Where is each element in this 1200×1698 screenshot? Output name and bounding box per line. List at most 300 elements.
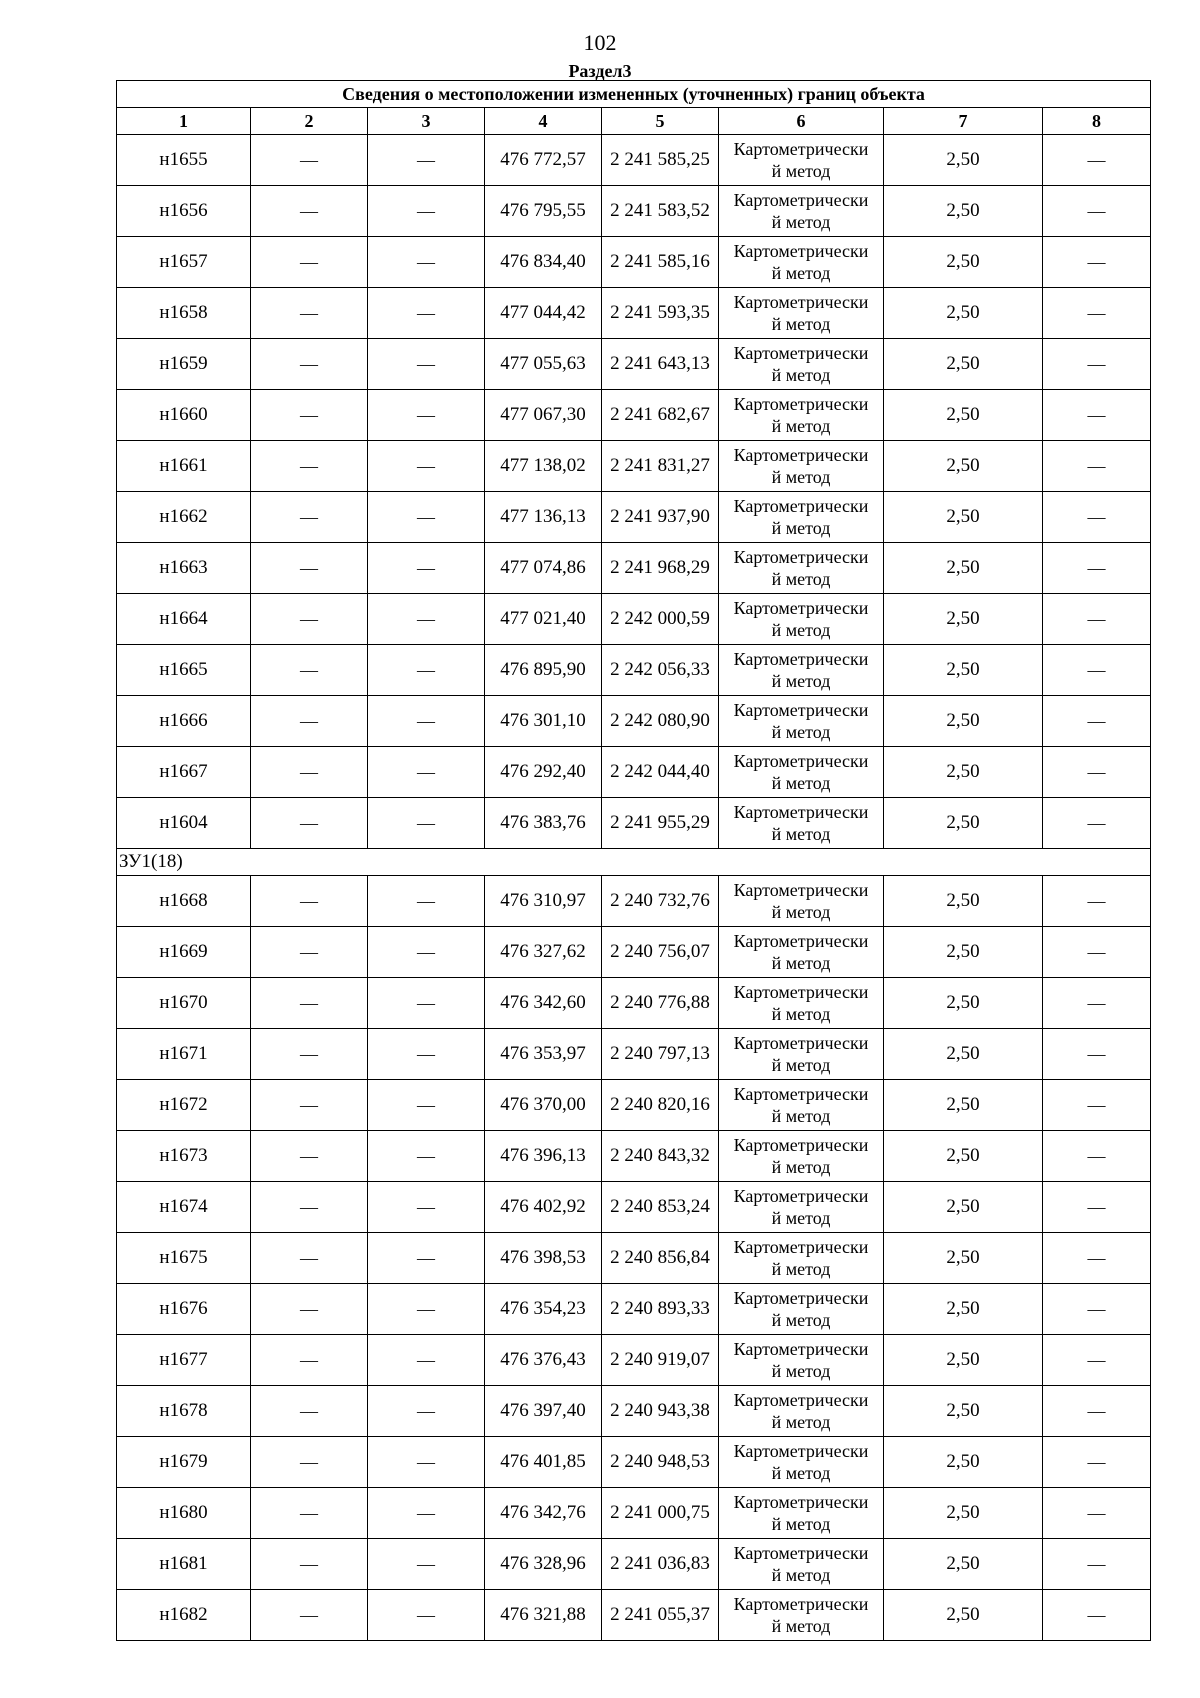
method-cell (719, 876, 884, 927)
point-id: н1682 (117, 1590, 251, 1641)
accuracy-cell: 2,50 (884, 1437, 1043, 1488)
dash-cell: — (251, 1539, 368, 1590)
dash-cell: — (251, 927, 368, 978)
method-line-2: й метод (771, 161, 831, 181)
y-coordinate: 2 241 682,67 (602, 390, 719, 441)
x-coordinate: 476 342,60 (485, 978, 602, 1029)
dash-cell: — (251, 288, 368, 339)
dash-cell: — (1043, 237, 1151, 288)
method-line-2: й метод (771, 263, 831, 283)
dash-cell: — (368, 927, 485, 978)
dash-cell: — (251, 441, 368, 492)
x-coordinate: 476 795,55 (485, 186, 602, 237)
method-line-2: й метод (771, 1565, 831, 1585)
accuracy-cell: 2,50 (884, 1335, 1043, 1386)
method-cell (719, 927, 884, 978)
method-line-2: й метод (771, 212, 831, 232)
accuracy-cell: 2,50 (884, 1029, 1043, 1080)
dash-cell: — (251, 1284, 368, 1335)
group-row (117, 849, 1151, 876)
method-cell (719, 492, 884, 543)
x-coordinate: 476 772,57 (485, 135, 602, 186)
dash-cell: — (368, 237, 485, 288)
dash-cell: — (1043, 1182, 1151, 1233)
dash-cell: — (368, 747, 485, 798)
method-cell (719, 339, 884, 390)
x-coordinate: 476 301,10 (485, 696, 602, 747)
x-coordinate: 476 834,40 (485, 237, 602, 288)
dash-cell: — (368, 186, 485, 237)
table-header-row (117, 108, 1151, 135)
method-line-2: й метод (771, 722, 831, 742)
method-cell (719, 747, 884, 798)
dash-cell: — (368, 288, 485, 339)
dash-cell: — (368, 978, 485, 1029)
dash-cell: — (368, 390, 485, 441)
table-row (117, 927, 1151, 978)
column-header: 7 (884, 108, 1043, 135)
method-cell (719, 390, 884, 441)
dash-cell: — (368, 543, 485, 594)
accuracy-cell: 2,50 (884, 1284, 1043, 1335)
accuracy-cell: 2,50 (884, 798, 1043, 849)
table-row (117, 1131, 1151, 1182)
y-coordinate: 2 240 948,53 (602, 1437, 719, 1488)
dash-cell: — (251, 1488, 368, 1539)
y-coordinate: 2 242 044,40 (602, 747, 719, 798)
method-line-1: Картометрически (733, 496, 869, 516)
point-id: н1670 (117, 978, 251, 1029)
x-coordinate: 477 055,63 (485, 339, 602, 390)
dash-cell: — (1043, 1437, 1151, 1488)
y-coordinate: 2 241 036,83 (602, 1539, 719, 1590)
accuracy-cell: 2,50 (884, 1539, 1043, 1590)
table-row (117, 237, 1151, 288)
dash-cell: — (1043, 1539, 1151, 1590)
y-coordinate: 2 241 583,52 (602, 186, 719, 237)
dash-cell: — (251, 237, 368, 288)
group-label: ЗУ1(18) (117, 849, 1151, 876)
method-line-2: й метод (771, 1208, 831, 1228)
accuracy-cell: 2,50 (884, 927, 1043, 978)
point-id: н1661 (117, 441, 251, 492)
y-coordinate: 2 240 732,76 (602, 876, 719, 927)
y-coordinate: 2 240 919,07 (602, 1335, 719, 1386)
accuracy-cell: 2,50 (884, 876, 1043, 927)
table-row (117, 135, 1151, 186)
method-cell (719, 288, 884, 339)
table-row (117, 339, 1151, 390)
accuracy-cell: 2,50 (884, 492, 1043, 543)
method-line-2: й метод (771, 1514, 831, 1534)
table-row (117, 543, 1151, 594)
method-line-2: й метод (771, 953, 831, 973)
dash-cell: — (1043, 927, 1151, 978)
y-coordinate: 2 241 000,75 (602, 1488, 719, 1539)
dash-cell: — (1043, 747, 1151, 798)
x-coordinate: 477 044,42 (485, 288, 602, 339)
dash-cell: — (251, 186, 368, 237)
dash-cell: — (1043, 543, 1151, 594)
dash-cell: — (1043, 1335, 1151, 1386)
table-row (117, 1590, 1151, 1641)
point-id: н1674 (117, 1182, 251, 1233)
x-coordinate: 476 310,97 (485, 876, 602, 927)
method-line-1: Картометрически (733, 1390, 869, 1410)
x-coordinate: 477 136,13 (485, 492, 602, 543)
y-coordinate: 2 240 853,24 (602, 1182, 719, 1233)
table-row (117, 1284, 1151, 1335)
method-cell (719, 543, 884, 594)
x-coordinate: 476 401,85 (485, 1437, 602, 1488)
method-line-1: Картометрически (733, 343, 869, 363)
x-coordinate: 476 370,00 (485, 1080, 602, 1131)
table-row (117, 594, 1151, 645)
dash-cell: — (368, 1590, 485, 1641)
y-coordinate: 2 240 776,88 (602, 978, 719, 1029)
method-cell (719, 1437, 884, 1488)
accuracy-cell: 2,50 (884, 135, 1043, 186)
x-coordinate: 476 398,53 (485, 1233, 602, 1284)
method-line-2: й метод (771, 1157, 831, 1177)
x-coordinate: 476 354,23 (485, 1284, 602, 1335)
method-cell (719, 441, 884, 492)
x-coordinate: 476 895,90 (485, 645, 602, 696)
dash-cell: — (368, 1080, 485, 1131)
dash-cell: — (1043, 696, 1151, 747)
dash-cell: — (251, 798, 368, 849)
method-line-1: Картометрически (733, 1033, 869, 1053)
y-coordinate: 2 240 943,38 (602, 1386, 719, 1437)
accuracy-cell: 2,50 (884, 339, 1043, 390)
point-id: н1680 (117, 1488, 251, 1539)
dash-cell: — (1043, 1029, 1151, 1080)
dash-cell: — (251, 978, 368, 1029)
dash-cell: — (251, 747, 368, 798)
method-line-1: Картометрически (733, 445, 869, 465)
x-coordinate: 476 321,88 (485, 1590, 602, 1641)
dash-cell: — (1043, 1488, 1151, 1539)
dash-cell: — (1043, 390, 1151, 441)
accuracy-cell: 2,50 (884, 441, 1043, 492)
method-line-2: й метод (771, 1412, 831, 1432)
column-header: 3 (368, 108, 485, 135)
dash-cell: — (368, 492, 485, 543)
method-line-1: Картометрически (733, 751, 869, 771)
method-line-2: й метод (771, 1361, 831, 1381)
table-caption-row (117, 81, 1151, 108)
method-line-1: Картометрически (733, 241, 869, 261)
method-line-1: Картометрически (733, 802, 869, 822)
point-id: н1669 (117, 927, 251, 978)
dash-cell: — (251, 135, 368, 186)
method-line-1: Картометрически (733, 1084, 869, 1104)
method-cell (719, 1233, 884, 1284)
table-row (117, 492, 1151, 543)
point-id: н1677 (117, 1335, 251, 1386)
point-id: н1666 (117, 696, 251, 747)
dash-cell: — (368, 1284, 485, 1335)
dash-cell: — (1043, 978, 1151, 1029)
table-row (117, 1539, 1151, 1590)
x-coordinate: 477 067,30 (485, 390, 602, 441)
method-line-1: Картометрически (733, 598, 869, 618)
dash-cell: — (1043, 1131, 1151, 1182)
coordinates-table (116, 80, 1151, 1641)
x-coordinate: 476 397,40 (485, 1386, 602, 1437)
dash-cell: — (1043, 1080, 1151, 1131)
dash-cell: — (368, 1131, 485, 1182)
accuracy-cell: 2,50 (884, 594, 1043, 645)
table-body-b (117, 876, 1151, 1641)
method-line-1: Картометрически (733, 649, 869, 669)
dash-cell: — (1043, 1386, 1151, 1437)
group-section (117, 849, 1151, 876)
dash-cell: — (251, 594, 368, 645)
method-line-2: й метод (771, 416, 831, 436)
table-row (117, 645, 1151, 696)
method-line-2: й метод (771, 314, 831, 334)
method-cell (719, 186, 884, 237)
method-line-1: Картометрически (733, 190, 869, 210)
column-header: 5 (602, 108, 719, 135)
dash-cell: — (251, 1182, 368, 1233)
method-cell (719, 1539, 884, 1590)
method-line-2: й метод (771, 1259, 831, 1279)
dash-cell: — (368, 1182, 485, 1233)
dash-cell: — (1043, 645, 1151, 696)
dash-cell: — (368, 594, 485, 645)
y-coordinate: 2 241 643,13 (602, 339, 719, 390)
y-coordinate: 2 242 080,90 (602, 696, 719, 747)
table-row (117, 1029, 1151, 1080)
y-coordinate: 2 241 585,25 (602, 135, 719, 186)
dash-cell: — (251, 492, 368, 543)
dash-cell: — (251, 1437, 368, 1488)
method-line-2: й метод (771, 569, 831, 589)
method-cell (719, 237, 884, 288)
dash-cell: — (368, 1335, 485, 1386)
accuracy-cell: 2,50 (884, 543, 1043, 594)
dash-cell: — (368, 876, 485, 927)
method-line-1: Картометрически (733, 1288, 869, 1308)
table-caption: Сведения о местоположении измененных (уточненных) границ объекта (117, 81, 1151, 108)
method-cell (719, 1284, 884, 1335)
method-cell (719, 1131, 884, 1182)
table-row (117, 1488, 1151, 1539)
point-id: н1659 (117, 339, 251, 390)
accuracy-cell: 2,50 (884, 237, 1043, 288)
method-line-1: Картометрически (733, 394, 869, 414)
y-coordinate: 2 240 756,07 (602, 927, 719, 978)
dash-cell: — (368, 441, 485, 492)
dash-cell: — (251, 1386, 368, 1437)
dash-cell: — (368, 1233, 485, 1284)
y-coordinate: 2 242 056,33 (602, 645, 719, 696)
method-line-2: й метод (771, 902, 831, 922)
accuracy-cell: 2,50 (884, 1590, 1043, 1641)
column-header: 6 (719, 108, 884, 135)
method-line-1: Картометрически (733, 1543, 869, 1563)
method-line-1: Картометрически (733, 547, 869, 567)
dash-cell: — (368, 645, 485, 696)
x-coordinate: 476 292,40 (485, 747, 602, 798)
method-line-1: Картометрически (733, 139, 869, 159)
method-line-1: Картометрически (733, 982, 869, 1002)
point-id: н1667 (117, 747, 251, 798)
method-line-1: Картометрически (733, 1186, 869, 1206)
y-coordinate: 2 241 968,29 (602, 543, 719, 594)
method-cell (719, 798, 884, 849)
point-id: н1655 (117, 135, 251, 186)
method-line-2: й метод (771, 824, 831, 844)
y-coordinate: 2 240 856,84 (602, 1233, 719, 1284)
y-coordinate: 2 241 955,29 (602, 798, 719, 849)
point-id: н1662 (117, 492, 251, 543)
method-cell (719, 135, 884, 186)
section-title: Раздел3 (568, 61, 632, 81)
accuracy-cell: 2,50 (884, 186, 1043, 237)
dash-cell: — (1043, 1590, 1151, 1641)
table-row (117, 696, 1151, 747)
column-header: 2 (251, 108, 368, 135)
point-id: н1679 (117, 1437, 251, 1488)
point-id: н1671 (117, 1029, 251, 1080)
table-body-a (117, 135, 1151, 849)
method-cell (719, 1488, 884, 1539)
point-id: н1672 (117, 1080, 251, 1131)
dash-cell: — (251, 1233, 368, 1284)
accuracy-cell: 2,50 (884, 1182, 1043, 1233)
dash-cell: — (368, 1488, 485, 1539)
dash-cell: — (251, 876, 368, 927)
dash-cell: — (251, 1080, 368, 1131)
column-header: 8 (1043, 108, 1151, 135)
method-line-2: й метод (771, 1055, 831, 1075)
table-row (117, 1080, 1151, 1131)
table-row (117, 798, 1151, 849)
point-id: н1665 (117, 645, 251, 696)
dash-cell: — (1043, 492, 1151, 543)
point-id: н1657 (117, 237, 251, 288)
column-header: 1 (117, 108, 251, 135)
dash-cell: — (251, 1335, 368, 1386)
accuracy-cell: 2,50 (884, 1386, 1043, 1437)
method-cell (719, 594, 884, 645)
table-row (117, 288, 1151, 339)
method-cell (719, 1590, 884, 1641)
x-coordinate: 476 342,76 (485, 1488, 602, 1539)
table-row (117, 1335, 1151, 1386)
method-line-1: Картометрически (733, 1237, 869, 1257)
y-coordinate: 2 241 593,35 (602, 288, 719, 339)
page-number: 102 (583, 30, 617, 55)
dash-cell: — (1043, 288, 1151, 339)
y-coordinate: 2 240 843,32 (602, 1131, 719, 1182)
table-row (117, 747, 1151, 798)
table-row (117, 1233, 1151, 1284)
table-row (117, 1182, 1151, 1233)
y-coordinate: 2 240 797,13 (602, 1029, 719, 1080)
method-line-2: й метод (771, 671, 831, 691)
method-line-2: й метод (771, 518, 831, 538)
method-cell (719, 1080, 884, 1131)
method-cell (719, 696, 884, 747)
table-row (117, 441, 1151, 492)
point-id: н1663 (117, 543, 251, 594)
method-line-1: Картометрически (733, 1135, 869, 1155)
point-id: н1604 (117, 798, 251, 849)
dash-cell: — (368, 339, 485, 390)
table-row (117, 876, 1151, 927)
x-coordinate: 477 021,40 (485, 594, 602, 645)
point-id: н1660 (117, 390, 251, 441)
point-id: н1678 (117, 1386, 251, 1437)
method-cell (719, 1386, 884, 1437)
dash-cell: — (251, 1131, 368, 1182)
point-id: н1656 (117, 186, 251, 237)
dash-cell: — (251, 1590, 368, 1641)
dash-cell: — (368, 1539, 485, 1590)
method-line-1: Картометрически (733, 1441, 869, 1461)
dash-cell: — (368, 1437, 485, 1488)
dash-cell: — (1043, 339, 1151, 390)
dash-cell: — (1043, 798, 1151, 849)
dash-cell: — (251, 1029, 368, 1080)
point-id: н1668 (117, 876, 251, 927)
method-line-1: Картометрически (733, 1594, 869, 1614)
method-cell (719, 978, 884, 1029)
accuracy-cell: 2,50 (884, 390, 1043, 441)
method-cell (719, 1182, 884, 1233)
dash-cell: — (1043, 1284, 1151, 1335)
method-line-2: й метод (771, 1310, 831, 1330)
method-cell (719, 645, 884, 696)
table-row (117, 186, 1151, 237)
x-coordinate: 476 353,97 (485, 1029, 602, 1080)
dash-cell: — (251, 339, 368, 390)
column-header: 4 (485, 108, 602, 135)
x-coordinate: 476 327,62 (485, 927, 602, 978)
dash-cell: — (1043, 876, 1151, 927)
x-coordinate: 477 074,86 (485, 543, 602, 594)
method-cell (719, 1335, 884, 1386)
table-row (117, 1386, 1151, 1437)
dash-cell: — (251, 543, 368, 594)
accuracy-cell: 2,50 (884, 1488, 1043, 1539)
y-coordinate: 2 241 585,16 (602, 237, 719, 288)
accuracy-cell: 2,50 (884, 645, 1043, 696)
accuracy-cell: 2,50 (884, 696, 1043, 747)
y-coordinate: 2 241 055,37 (602, 1590, 719, 1641)
method-line-2: й метод (771, 1616, 831, 1636)
dash-cell: — (251, 696, 368, 747)
y-coordinate: 2 241 831,27 (602, 441, 719, 492)
table-row (117, 390, 1151, 441)
method-line-2: й метод (771, 1004, 831, 1024)
accuracy-cell: 2,50 (884, 1080, 1043, 1131)
y-coordinate: 2 240 893,33 (602, 1284, 719, 1335)
point-id: н1675 (117, 1233, 251, 1284)
method-line-1: Картометрически (733, 292, 869, 312)
method-line-1: Картометрически (733, 1339, 869, 1359)
x-coordinate: 476 383,76 (485, 798, 602, 849)
dash-cell: — (1043, 135, 1151, 186)
accuracy-cell: 2,50 (884, 288, 1043, 339)
table-row (117, 1437, 1151, 1488)
dash-cell: — (1043, 441, 1151, 492)
method-line-2: й метод (771, 773, 831, 793)
